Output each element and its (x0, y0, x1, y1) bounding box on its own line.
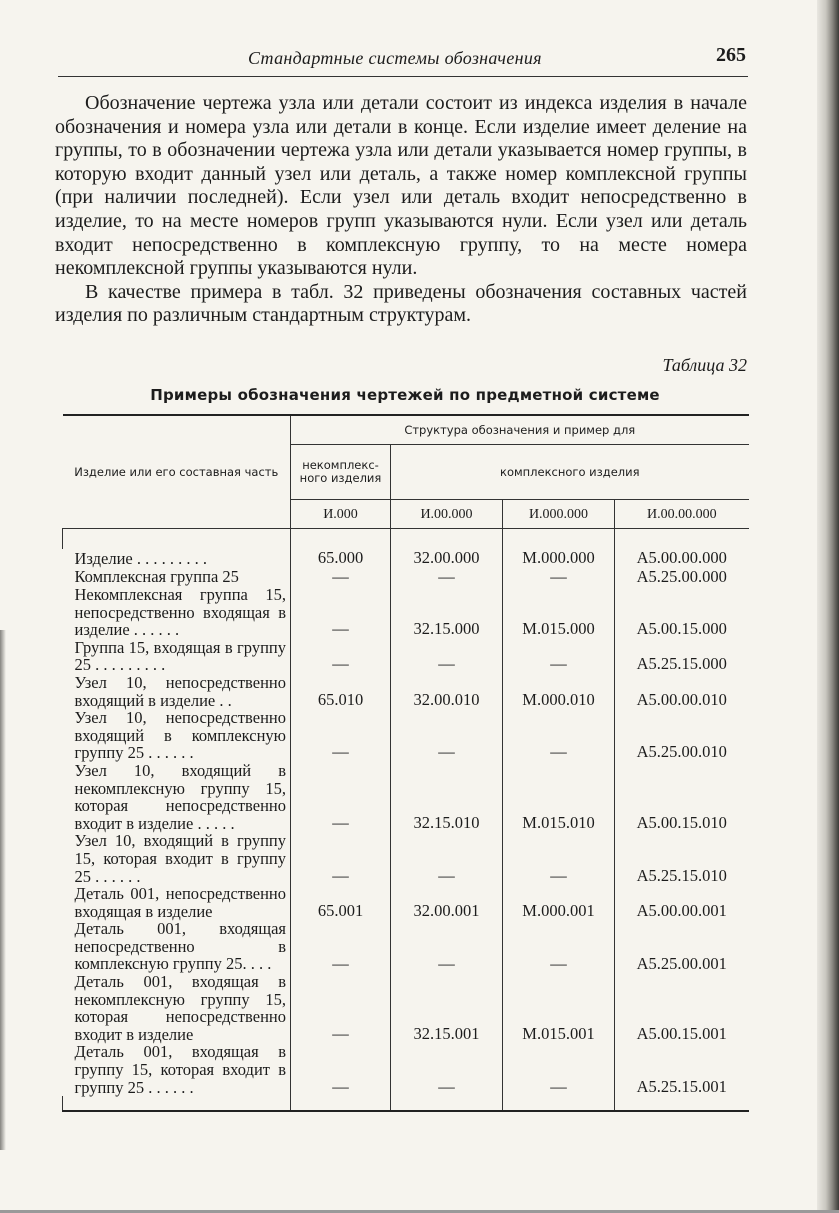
designation-cell: М.015.000 (503, 586, 615, 639)
designation-cell: — (503, 639, 615, 674)
part-name-cell: Узел 10, непосредственно входящий в изделие . . (74, 672, 286, 710)
part-name-cell: Деталь 001, входящая непосредственно в комплексную группу 25. . . . (74, 919, 286, 974)
designation-cell: — (503, 709, 615, 762)
designation-cell: — (291, 586, 391, 639)
running-header (58, 42, 748, 77)
designation-cell: — (291, 639, 391, 674)
part-name-cell: Узел 10, входящий в группу 15, которая входит в группу 25 . . . . . . (74, 831, 286, 886)
header-format: И.00.00.000 (615, 500, 749, 529)
designation-cell: М.000.000 (503, 549, 615, 568)
part-name-cell: Деталь 001, входящая в некомплексную группу 15, которая непосредственно входит в изделие (74, 972, 286, 1044)
designation-cell: А5.25.00.000 (615, 568, 749, 587)
part-name-cell: Комплексная группа 25 (74, 567, 239, 587)
designation-cell: А5.25.00.010 (615, 709, 749, 762)
header-format: И.000 (291, 500, 391, 529)
designation-cell: А5.00.15.001 (615, 973, 749, 1043)
part-name-cell: Узел 10, входящий в некомплексную группу 15, которая непосредственно входит в изделие . . . . . (74, 760, 286, 833)
table-body (63, 529, 749, 1112)
table-row (63, 586, 749, 639)
designation-cell: М.000.001 (503, 885, 615, 920)
header-structure: Структура обозначения и пример для (291, 415, 749, 445)
designation-table (62, 414, 749, 1112)
table-row (63, 674, 749, 709)
designation-cell: — (291, 568, 391, 587)
designation-cell: А5.25.00.001 (615, 920, 749, 973)
designation-cell: А5.00.00.000 (615, 549, 749, 568)
body-text (55, 92, 747, 328)
designation-cell: 32.15.010 (391, 762, 503, 832)
designation-cell: 65.000 (291, 549, 391, 568)
table-row (63, 1043, 749, 1096)
designation-cell: — (291, 920, 391, 973)
part-name-cell: Группа 15, входящая в группу 25 . . . . . . . . . (74, 637, 286, 675)
designation-cell: — (391, 568, 503, 587)
table-row (63, 885, 749, 920)
paragraph: Обозначение чертежа узла или детали состоит из индекса изделия в начале обозначения и номера узла или детали в конце. Если изделие имеет деление на группы, то в обозначении чертежа узла или детали указывается номер группы, в которую входит данный узел или деталь, а также номер комплексной группы (при наличии последней). Если узел или деталь входит непосредственно в изделие, то на месте номеров групп указываются нули. Если узел или деталь входит непосредственно в комплексную группу, то на месте номера некомплексной группы указываются нули. (55, 92, 747, 280)
designation-cell: 65.001 (291, 885, 391, 920)
designation-cell: — (391, 920, 503, 973)
table-row (63, 549, 749, 568)
designation-cell: — (391, 832, 503, 885)
designation-cell: — (503, 832, 615, 885)
header-format: И.00.000 (391, 500, 503, 529)
designation-cell: — (503, 920, 615, 973)
designation-cell: М.000.010 (503, 674, 615, 709)
page-number: 265 (716, 44, 746, 66)
part-name-cell: Узел 10, непосредственно входящий в комплексную группу 25 . . . . . . (74, 708, 286, 763)
designation-cell: 32.00.000 (391, 549, 503, 568)
header-noncomplex: некомплекс-ного изделия (291, 445, 391, 500)
designation-cell: 32.15.001 (391, 973, 503, 1043)
table-row (63, 920, 749, 973)
designation-cell: А5.25.15.010 (615, 832, 749, 885)
designation-cell: 32.00.001 (391, 885, 503, 920)
table-row (63, 832, 749, 885)
designation-cell: М.015.010 (503, 762, 615, 832)
designation-cell: 32.00.010 (391, 674, 503, 709)
designation-cell: — (391, 709, 503, 762)
designation-cell: — (291, 1043, 391, 1096)
designation-cell: — (391, 1043, 503, 1096)
part-name-cell: Деталь 001, входящая в группу 15, которая входит в группу 25 . . . . . . (74, 1042, 286, 1097)
designation-cell: А5.00.00.010 (615, 674, 749, 709)
designation-cell: 32.15.000 (391, 586, 503, 639)
header-format: И.000.000 (503, 500, 615, 529)
designation-cell: М.015.001 (503, 973, 615, 1043)
table-row (63, 762, 749, 832)
binding-shadow (0, 630, 6, 1150)
designation-cell: А5.25.15.000 (615, 639, 749, 674)
paragraph: В качестве примера в табл. 32 приведены обозначения составных частей изделия по различным стандартным структурам. (55, 280, 747, 327)
part-name-cell: Некомплексная группа 15, непосредственно входящая в изделие . . . . . . (74, 585, 286, 640)
table-title: Примеры обозначения чертежей по предметной системе (150, 386, 660, 404)
designation-cell: — (291, 832, 391, 885)
running-title: Стандартные системы обозначения (248, 48, 542, 68)
designation-cell: — (291, 709, 391, 762)
designation-cell: 65.010 (291, 674, 391, 709)
table-row (63, 568, 749, 587)
designation-cell: — (391, 639, 503, 674)
designation-cell: А5.00.00.001 (615, 885, 749, 920)
part-name-cell: Изделие . . . . . . . . . (74, 548, 207, 568)
designation-cell: — (291, 762, 391, 832)
page-edge-shadow (817, 0, 839, 1213)
part-name-cell: Деталь 001, непосредственно входящая в изделие (74, 884, 286, 921)
table-row (63, 709, 749, 762)
table-row (63, 973, 749, 1043)
designation-cell: — (503, 1043, 615, 1096)
designation-cell: А5.00.15.000 (615, 586, 749, 639)
table-row (63, 639, 749, 674)
header-complex: комплексного изделия (391, 445, 749, 500)
header-part: Изделие или его составная часть (63, 415, 291, 529)
designation-cell: — (291, 973, 391, 1043)
designation-cell: А5.00.15.010 (615, 762, 749, 832)
designation-cell: — (503, 568, 615, 587)
designation-cell: А5.25.15.001 (615, 1043, 749, 1096)
table-caption: Таблица 32 (662, 355, 747, 375)
